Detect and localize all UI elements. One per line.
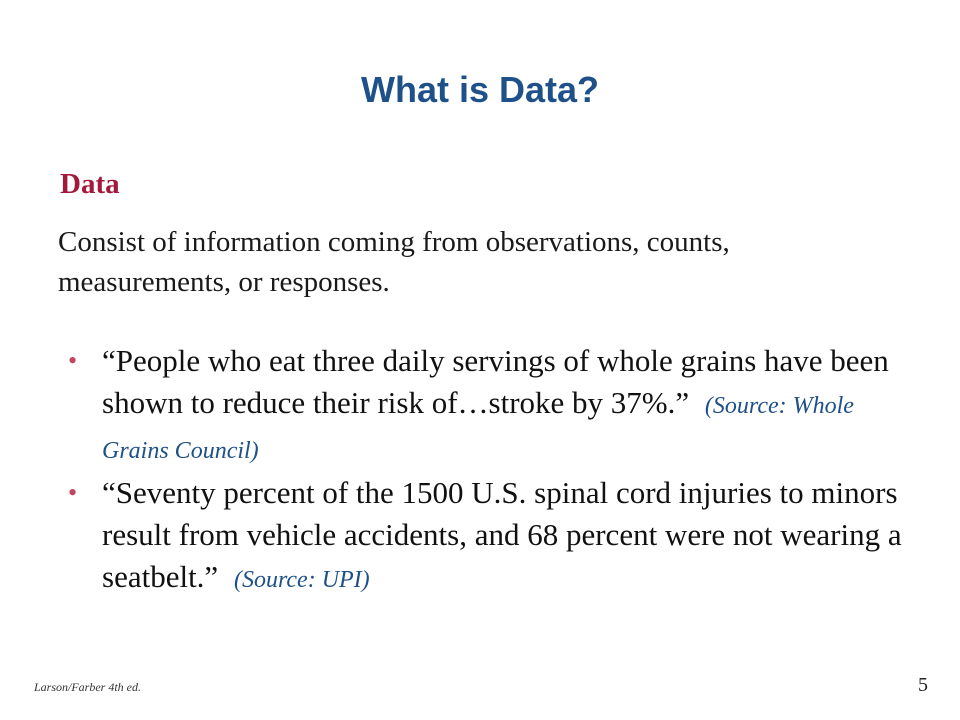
definition-text: Consist of information coming from observations, counts, measurements, or responses. (58, 226, 730, 298)
subheading: Data (60, 168, 120, 200)
bullet-quote: “People who eat three daily servings of whole grains have been shown to reduce their risk of…stroke by 37%.” (102, 343, 889, 420)
bullet-marker-icon: • (68, 478, 78, 507)
bullet-marker-icon: • (68, 346, 78, 375)
bullet-quote: “Seventy percent of the 1500 U.S. spinal cord injuries to minors result from vehicle accidents, and 68 percent were not wearing a seatbelt.” (102, 475, 902, 594)
bullet-item (58, 340, 918, 472)
bullet-list (58, 340, 918, 601)
footer-credit: Larson/Farber 4th ed. (34, 680, 142, 694)
bullet-item (58, 472, 918, 601)
bullet-source: (Source: UPI) (233, 567, 370, 593)
page-number: 5 (918, 674, 928, 696)
bullet-source: (Source: Whole Grains Council) (102, 393, 854, 464)
slide-title: What is Data? (360, 69, 600, 110)
